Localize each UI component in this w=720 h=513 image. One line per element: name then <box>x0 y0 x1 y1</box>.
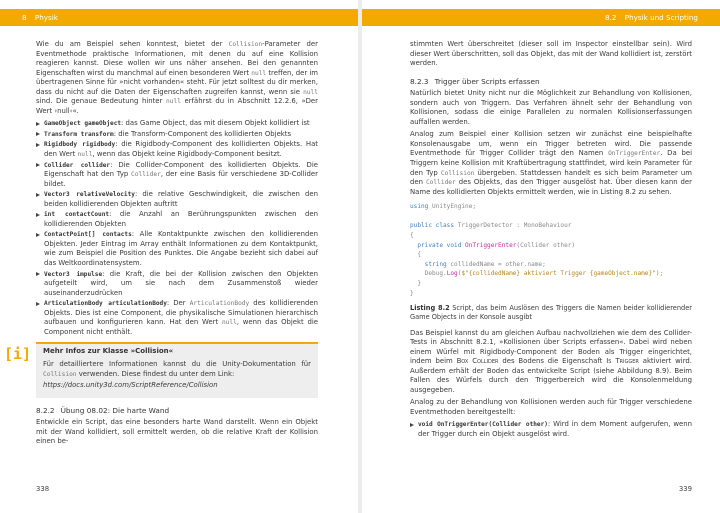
chapter-title: Physik <box>34 13 58 22</box>
section-heading: 8.2.3 Trigger über Scripts erfassen <box>410 76 540 86</box>
collision-properties-list <box>36 119 318 337</box>
list-item: Transform transform: die Transform-Component des kollidierten Objekts <box>36 130 318 140</box>
code-line <box>410 212 692 222</box>
section-heading: 8.2.2 Übung 08.02: Die harte Wand <box>36 405 170 415</box>
code-line: Debug.Log($"{collidedName} aktiviert Trigger {gameObject.name}"); <box>410 270 664 278</box>
info-box <box>4 342 318 397</box>
intro-paragraph: Wie du am Beispiel sehen konntest, bietet der Collision-Parameter der Eventmethode praktische Informationen, mit denen du auf eine Kollision reagieren kannst. Diese wollen wir uns näher ansehen. Bei den genannten Eigenschaften wirst du manchmal auf einen besonderen Wert null treffen, der im übertragenen Sinne für »nicht vorhanden« steht. Für jetzt solltest du dir merken, dass du nicht auf die Daten der Eigenschaften zugreifen kannst, wenn sie null sind. Die genaue Bedeutung hinter null erfährst du in Abschnitt 12.2.6, »Der Wert ›null‹«. <box>36 40 319 115</box>
code-line: using UnityEngine; <box>410 203 477 211</box>
info-icon: [i] <box>4 345 32 364</box>
list-item: Vector3 relativeVelocity: die relative Geschwindigkeit, die zwischen den beiden kollidierenden Objekten auftritt <box>36 190 318 209</box>
section-number: 8.2 <box>605 13 617 22</box>
paragraph: Analog zu der Behandlung von Kollisionen werden auch für Trigger verschiedene Eventmethoden bereitgestellt: <box>410 398 692 416</box>
list-item: Rigidbody rigidbody: die Rigidbody-Component des kollidierten Objekts. Hat den Wert null, wenn das Objekt keine Rigidbody-Component besitzt. <box>36 140 318 159</box>
list-item: GameObject gameObject: das Game Object, das mit diesem Objekt kollidiert ist <box>36 119 318 129</box>
list-item: int contactCount: die Anzahl an Berührungspunkten zwischen den kollidierenden Objekten <box>36 210 318 229</box>
info-box-title: Mehr Infos zur Klasse »Collision« <box>43 347 174 356</box>
code-line: { <box>410 251 422 259</box>
code-line: } <box>410 289 414 297</box>
code-listing <box>410 202 692 298</box>
code-line: private void OnTriggerEnter(Collider other) <box>410 241 576 249</box>
info-box-text: Für detailliertere Informationen kannst du die Unity-Dokumentation für Collision verwenden. Diese findest du unter dem Link: <box>43 359 311 378</box>
right-content <box>410 40 692 444</box>
code-line: public class TriggerDetector : MonoBehaviour <box>410 222 572 230</box>
page-number: 339 <box>678 485 692 493</box>
listing-caption: Listing 8.2 Script, das beim Auslösen des Triggers die Namen beider kollidierender Game Objects in der Konsole ausgibt <box>410 304 692 322</box>
section-header-bar <box>362 9 720 26</box>
right-page <box>362 0 720 513</box>
code-line: } <box>410 279 422 287</box>
section-title: Physik und Scripting <box>624 13 698 22</box>
chapter-number: 8 <box>22 13 27 22</box>
documentation-link[interactable]: https://docs.unity3d.com/ScriptReference/Collision <box>43 381 218 390</box>
left-page <box>0 0 358 513</box>
paragraph: Das Beispiel kannst du am gleichen Aufbau nachvollziehen wie dem des Collider-Tests in Abschnitt 8.2.1, »Kollisionen über Scripts erfassen«. Dabei wird neben einem Würfel mit Rigidbody-Component der Boden als Trigger eingerichtet, indem beim Box Collider des Bodens die Eigenschaft Is Trigger aktiviert wird. Außerdem erhält der Boden das entwickelte Script (siehe Abbildung 8.9). Beim Fallen des Würfels durch den Triggerbereich wird die Konsolenmeldung ausgegeben. <box>410 328 692 394</box>
left-content <box>4 40 319 450</box>
paragraph: Natürlich bietet Unity nicht nur die Möglichkeit zur Behandlung von Kollisionen, sondern auch von Triggern. Das Verfahren ähnelt sehr der Behandlung von Kollisionen, sodass die einige Parallelen zu normalen Kollisionserfassungen auffallen werden. <box>410 89 692 126</box>
trigger-events-list <box>410 420 692 439</box>
list-item: void OnTriggerEnter(Collider other): Wird in dem Moment aufgerufen, wenn der Trigger durch ein Objekt ausgelöst wird. <box>410 420 692 439</box>
code-line: { <box>410 231 414 239</box>
list-item: Collider collider: Die Collider-Component des kollidierten Objekts. Die Eigenschaft hat den Typ Collider, der eine Basis für verschiedene 3D-Collider bildet. <box>36 161 318 190</box>
list-item: Vector3 impulse: die Kraft, die bei der Kollision zwischen den Objekten aufgeteilt wird, um sie nach dem Zusammenstoß wieder auseinanderzudrücken <box>36 270 318 299</box>
list-item: ContactPoint[] contacts: Alle Kontaktpunkte zwischen den kollidierenden Objekten. Jeder Eintrag im Array enthält Informationen zu dem Kontaktpunkt, wie zum Beispiel die Position des Punktes. Die Angabe bezieht sich dabei auf das Weltkoordinatensystem. <box>36 230 318 268</box>
section-paragraph: Entwickle ein Script, das eine besonders harte Wand darstellt. Wenn ein Objekt mit der Wand kollidiert, soll ermittelt werden, ob die relative Kraft der Kollision einen be- <box>36 418 318 446</box>
code-line: string collidedName = other.name; <box>410 260 546 268</box>
paragraph: Analog zum Beispiel einer Kollision setzen wir zunächst eine beispielhafte Konsolenausgabe um, wenn ein Trigger betreten wird. Die passende Eventmethode für Trigger Collider trägt den Namen OnTriggerEnter. Da bei Triggern keine Kollision mit Kraftübertragung stattfindet, wird kein Parameter für den Typ Collision übergeben. Stattdessen handelt es sich beim Parameter um den Collider des Objekts, das den Trigger ausgelöst hat. Über diesen kann der Name des kollidierten Objekts ermittelt werden, wie in Listing 8.2 zu sehen. <box>410 130 693 196</box>
continued-paragraph: stimmten Wert überschreitet (dieser soll im Inspector einstellbar sein). Wird dieser Wert überschritten, soll das Objekt, das mit der Wand kollidiert ist, zerstört werden. <box>410 40 693 68</box>
chapter-header-bar <box>0 9 358 26</box>
page-number: 338 <box>36 485 50 493</box>
list-item: ArticulationBody articulationBody: Der ArticulationBody des kollidierenden Objekts. Dies ist eine Component, die physikalische Simulationen hierarchisch aufbauen und konfigurieren kann. Hat den Wert null, wenn das Objekt die Component nicht enthält. <box>36 299 318 337</box>
